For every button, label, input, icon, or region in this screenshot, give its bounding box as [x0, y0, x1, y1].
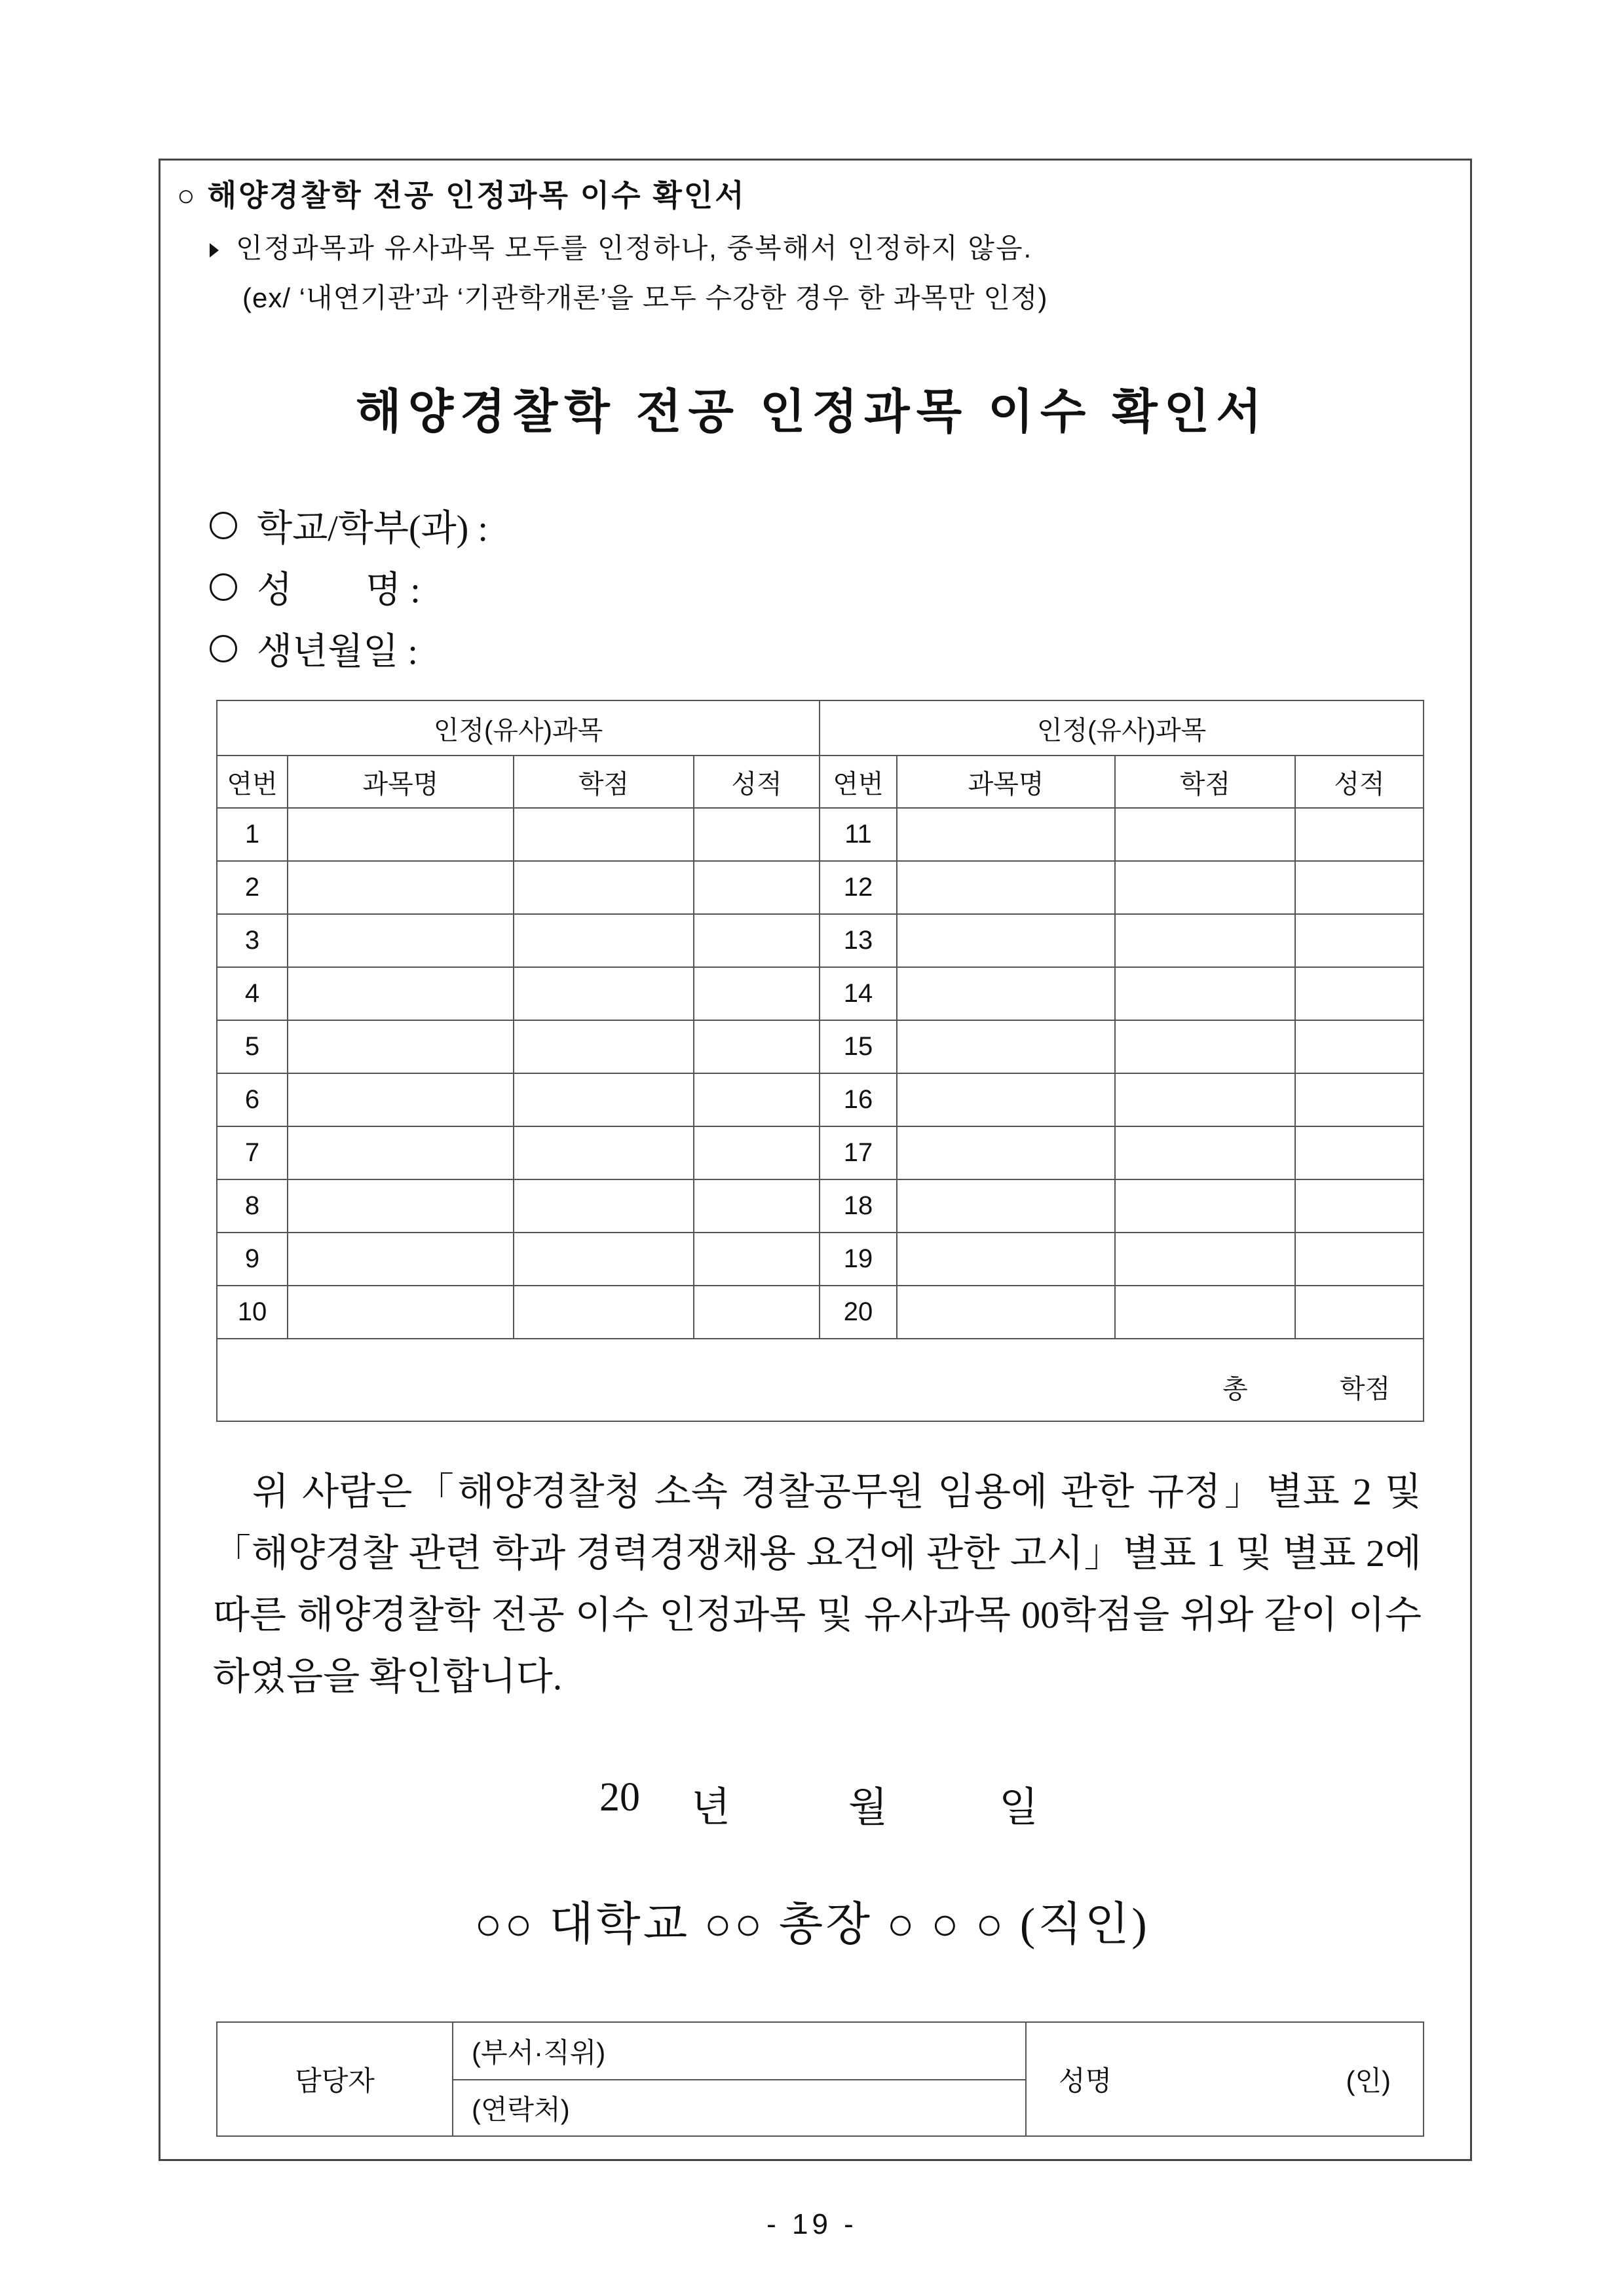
field-birthdate	[210, 622, 418, 675]
row-number: 17	[820, 1126, 897, 1179]
grade-cell[interactable]	[1295, 1020, 1424, 1073]
credits-cell[interactable]	[1115, 1126, 1295, 1179]
course-cell[interactable]	[897, 861, 1115, 914]
course-cell[interactable]	[897, 1286, 1115, 1339]
group-header-left: 인정(유사)과목	[217, 700, 820, 756]
total-label-b: 학점	[1339, 1374, 1391, 1404]
col-header-course: 과목명	[897, 756, 1115, 808]
field-birthdate-label: 생년월일 :	[257, 632, 418, 672]
credits-cell[interactable]	[1115, 1179, 1295, 1233]
courses-table	[216, 700, 1424, 1422]
grade-cell[interactable]	[694, 1179, 820, 1233]
grade-cell[interactable]	[1295, 967, 1424, 1020]
grade-cell[interactable]	[1295, 914, 1424, 967]
table-row	[217, 1126, 1424, 1179]
row-number: 16	[820, 1073, 897, 1126]
table-row	[217, 808, 1424, 861]
page-number: - 19 -	[766, 2208, 858, 2240]
table-row	[217, 1073, 1424, 1126]
course-cell[interactable]	[288, 808, 514, 861]
triangle-bullet-icon	[210, 243, 219, 258]
credits-cell[interactable]	[1115, 1020, 1295, 1073]
grade-cell[interactable]	[1295, 1286, 1424, 1339]
row-number: 9	[217, 1233, 288, 1286]
col-header-number: 연번	[820, 756, 897, 808]
row-number: 13	[820, 914, 897, 967]
credits-cell[interactable]	[514, 1073, 694, 1126]
field-name	[210, 561, 421, 613]
credits-cell[interactable]	[1115, 967, 1295, 1020]
col-header-number: 연번	[217, 756, 288, 808]
credits-cell[interactable]	[1115, 1233, 1295, 1286]
credits-cell[interactable]	[1115, 1286, 1295, 1339]
course-cell[interactable]	[288, 861, 514, 914]
grade-cell[interactable]	[694, 1286, 820, 1339]
course-cell[interactable]	[288, 914, 514, 967]
grade-cell[interactable]	[1295, 1126, 1424, 1179]
col-header-grade: 성적	[694, 756, 820, 808]
manager-label: 담당자	[217, 2022, 453, 2136]
circle-bullet-icon	[210, 512, 237, 539]
field-school	[210, 499, 488, 552]
credits-cell[interactable]	[1115, 1073, 1295, 1126]
credits-cell[interactable]	[514, 1126, 694, 1179]
table-row	[217, 967, 1424, 1020]
table-row	[217, 1179, 1424, 1233]
grade-cell[interactable]	[694, 1020, 820, 1073]
course-cell[interactable]	[897, 1020, 1115, 1073]
table-row	[217, 914, 1424, 967]
group-header-right: 인정(유사)과목	[820, 700, 1424, 756]
row-number: 7	[217, 1126, 288, 1179]
row-number: 6	[217, 1073, 288, 1126]
row-number: 20	[820, 1286, 897, 1339]
course-cell[interactable]	[288, 967, 514, 1020]
credits-cell[interactable]	[514, 808, 694, 861]
date-year-unit: 년	[691, 1786, 730, 1830]
credits-cell[interactable]	[514, 967, 694, 1020]
row-number: 18	[820, 1179, 897, 1233]
grade-cell[interactable]	[694, 967, 820, 1020]
row-number: 19	[820, 1233, 897, 1286]
course-cell[interactable]	[897, 1126, 1115, 1179]
total-credits-row	[217, 1339, 1424, 1421]
row-number: 3	[217, 914, 288, 967]
row-number: 12	[820, 861, 897, 914]
grade-cell[interactable]	[1295, 861, 1424, 914]
form-title: 해양경찰학 전공 인정과목 이수 확인서	[356, 386, 1268, 438]
table-row	[217, 1020, 1424, 1073]
note-line-2: (ex/ ‘내연기관’과 ‘기관학개론’을 모두 수강한 경우 한 과목만 인정)	[242, 282, 1048, 313]
name-seal-cell[interactable]	[1026, 2022, 1424, 2136]
date-year: 20	[599, 1775, 640, 1820]
column-header-row	[217, 756, 1424, 808]
col-header-course: 과목명	[288, 756, 514, 808]
course-cell[interactable]	[288, 1073, 514, 1126]
course-cell[interactable]	[897, 967, 1115, 1020]
credits-cell[interactable]	[514, 914, 694, 967]
date-month-unit: 월	[848, 1786, 888, 1830]
grade-cell[interactable]	[1295, 808, 1424, 861]
table-row	[217, 861, 1424, 914]
contact-table	[216, 2021, 1424, 2137]
col-header-grade: 성적	[1295, 756, 1424, 808]
row-number: 8	[217, 1179, 288, 1233]
course-cell[interactable]	[288, 1233, 514, 1286]
course-cell[interactable]	[897, 914, 1115, 967]
course-cell[interactable]	[897, 1179, 1115, 1233]
course-cell[interactable]	[288, 1179, 514, 1233]
grade-cell[interactable]	[1295, 1233, 1424, 1286]
phone-field[interactable]: (연락처)	[453, 2080, 1026, 2136]
grade-cell[interactable]	[694, 808, 820, 861]
row-number: 10	[217, 1286, 288, 1339]
row-number: 2	[217, 861, 288, 914]
course-cell[interactable]	[897, 808, 1115, 861]
course-cell[interactable]	[288, 1286, 514, 1339]
row-number: 5	[217, 1020, 288, 1073]
field-name-label: 성 명 :	[257, 570, 421, 611]
credits-cell[interactable]	[514, 861, 694, 914]
circle-bullet-icon	[210, 635, 237, 662]
note-title: ○ 해양경찰학 전공 인정과목 이수 확인서	[177, 178, 746, 212]
col-header-credits: 학점	[514, 756, 694, 808]
total-credits-cell[interactable]	[217, 1339, 1424, 1421]
total-label-a: 총	[1222, 1374, 1248, 1404]
table-row	[217, 1233, 1424, 1286]
grade-cell[interactable]	[694, 1073, 820, 1126]
course-cell[interactable]	[897, 1073, 1115, 1126]
note-line-1-text: 인정과목과 유사과목 모두를 인정하나, 중복해서 인정하지 않음.	[236, 233, 1033, 263]
col-header-credits: 학점	[1115, 756, 1295, 808]
field-school-label: 학교/학부(과) :	[257, 508, 488, 549]
credits-cell[interactable]	[1115, 914, 1295, 967]
row-number: 4	[217, 967, 288, 1020]
dept-position-field[interactable]: (부서·직위)	[453, 2022, 1026, 2080]
credits-cell[interactable]	[514, 1020, 694, 1073]
grade-cell[interactable]	[694, 914, 820, 967]
course-cell[interactable]	[897, 1233, 1115, 1286]
course-cell[interactable]	[288, 1126, 514, 1179]
seal-label: (인)	[1346, 2065, 1391, 2096]
date-day-unit: 일	[999, 1786, 1038, 1830]
row-number: 1	[217, 808, 288, 861]
credits-cell[interactable]	[1115, 808, 1295, 861]
note-line-1	[210, 227, 1032, 266]
course-cell[interactable]	[288, 1020, 514, 1073]
group-header-row	[217, 700, 1424, 756]
credits-cell[interactable]	[514, 1286, 694, 1339]
credits-cell[interactable]	[514, 1233, 694, 1286]
grade-cell[interactable]	[694, 1126, 820, 1179]
signer-line: ○○ 대학교 ○○ 총장 ○ ○ ○ (직인)	[474, 1900, 1150, 1950]
table-row	[217, 1286, 1424, 1339]
name-label: 성명	[1059, 2065, 1112, 2096]
row-number: 14	[820, 967, 897, 1020]
grade-cell[interactable]	[1295, 1073, 1424, 1126]
grade-cell[interactable]	[694, 1233, 820, 1286]
grade-cell[interactable]	[1295, 1179, 1424, 1233]
grade-cell[interactable]	[694, 861, 820, 914]
circle-bullet-icon	[210, 573, 237, 601]
credits-cell[interactable]	[1115, 861, 1295, 914]
row-number: 15	[820, 1020, 897, 1073]
row-number: 11	[820, 808, 897, 861]
confirmation-paragraph: 위 사람은「해양경찰청 소속 경찰공무원 임용에 관한 규정」별표 2 및 「해양경찰 관련 학과 경력경쟁채용 요건에 관한 고시」별표 1 및 별표 2에 따른 해양경찰학 전공 이수 인정과목 및 유사과목 00학점을 위와 같이 이수하였음을 확인합니다.	[213, 1470, 1422, 1698]
credits-cell[interactable]	[514, 1179, 694, 1233]
